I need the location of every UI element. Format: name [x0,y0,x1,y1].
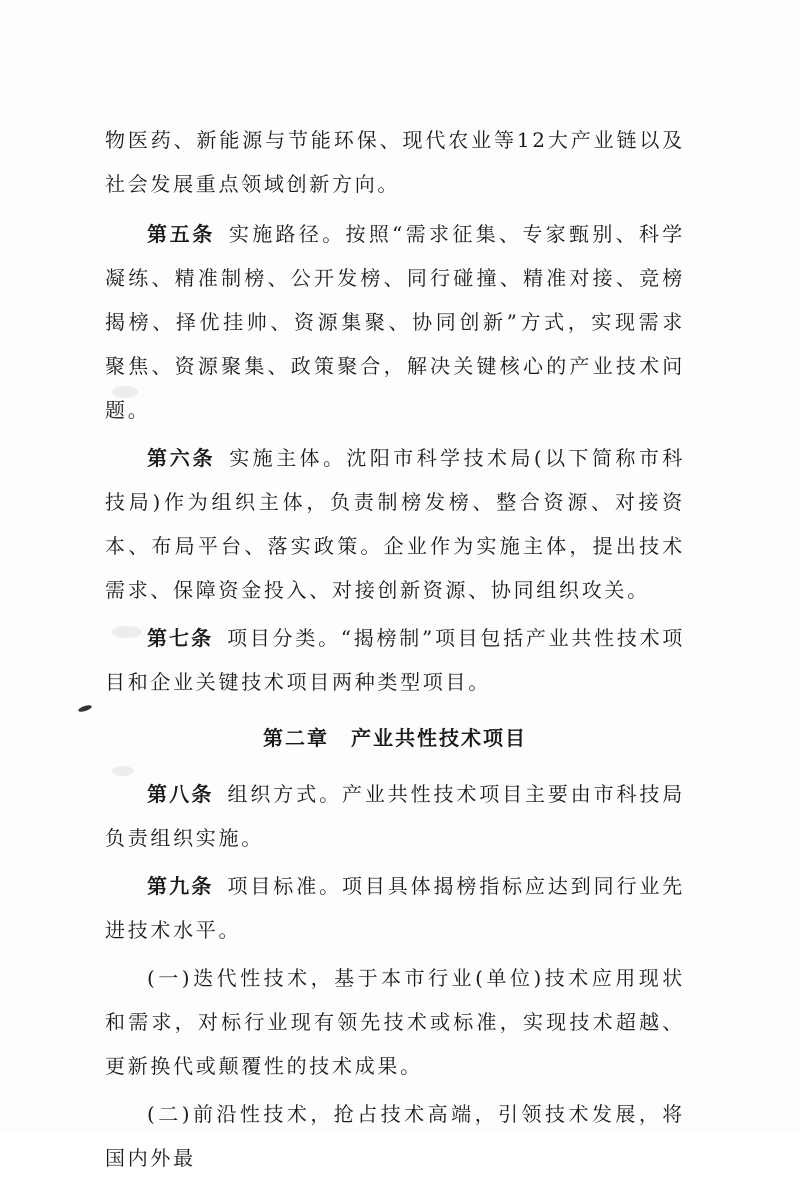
article-heading: 第八条 [147,782,214,806]
article-heading: 第六条 [147,446,216,470]
article-text: 实施路径。按照“需求征集、专家甄别、科学凝练、精准制榜、公开发榜、同行碰撞、精准对接、竞榜揭榜、择优挂帅、资源集聚、协同创新”方式，实现需求聚焦、资源聚集、政策聚合，解决关键核心的产业技术问题。 [105,222,686,422]
article-heading: 第七条 [147,626,214,650]
item-text: (二)前沿性技术，抢占技术高端，引领技术发展，将国内外最 [105,1102,685,1170]
article-heading: 第九条 [147,874,214,898]
article-5 [105,212,685,432]
document-body [105,118,685,1180]
article-text: 实施主体。沈阳市科学技术局(以下简称市科技局)作为组织主体，负责制榜发榜、整合资源、对接资本、布局平台、落实政策。企业作为实施主体，提出技术需求、保障资金投入、对接创新资源、协同组织攻关。 [105,446,686,602]
article-text: 项目分类。“揭榜制”项目包括产业共性技术项目和企业关键技术项目两种类型项目。 [105,626,686,694]
article-text: 项目标准。项目具体揭榜指标应达到同行业先进技术水平。 [105,874,686,942]
article-8 [105,772,685,860]
scan-ink-mark [78,704,93,713]
article-9-item-2 [105,1092,685,1180]
article-6 [105,436,685,612]
article-text: 组织方式。产业共性技术项目主要由市科技局负责组织实施。 [105,782,686,850]
article-9-item-1 [105,956,685,1088]
article-heading: 第五条 [147,222,215,246]
article-7 [105,616,685,704]
paragraph-continuation [105,118,685,206]
article-9 [105,864,685,952]
item-text: (一)迭代性技术，基于本市行业(单位)技术应用现状和需求，对标行业现有领先技术或标准，实现技术超越、更新换代或颠覆性的技术成果。 [105,966,685,1078]
chapter-number: 第二章 [263,726,329,750]
chapter-title: 产业共性技术项目 [351,726,527,750]
paragraph-text: 物医药、新能源与节能环保、现代农业等12大产业链以及社会发展重点领域创新方向。 [105,128,685,196]
chapter-heading [105,716,685,760]
